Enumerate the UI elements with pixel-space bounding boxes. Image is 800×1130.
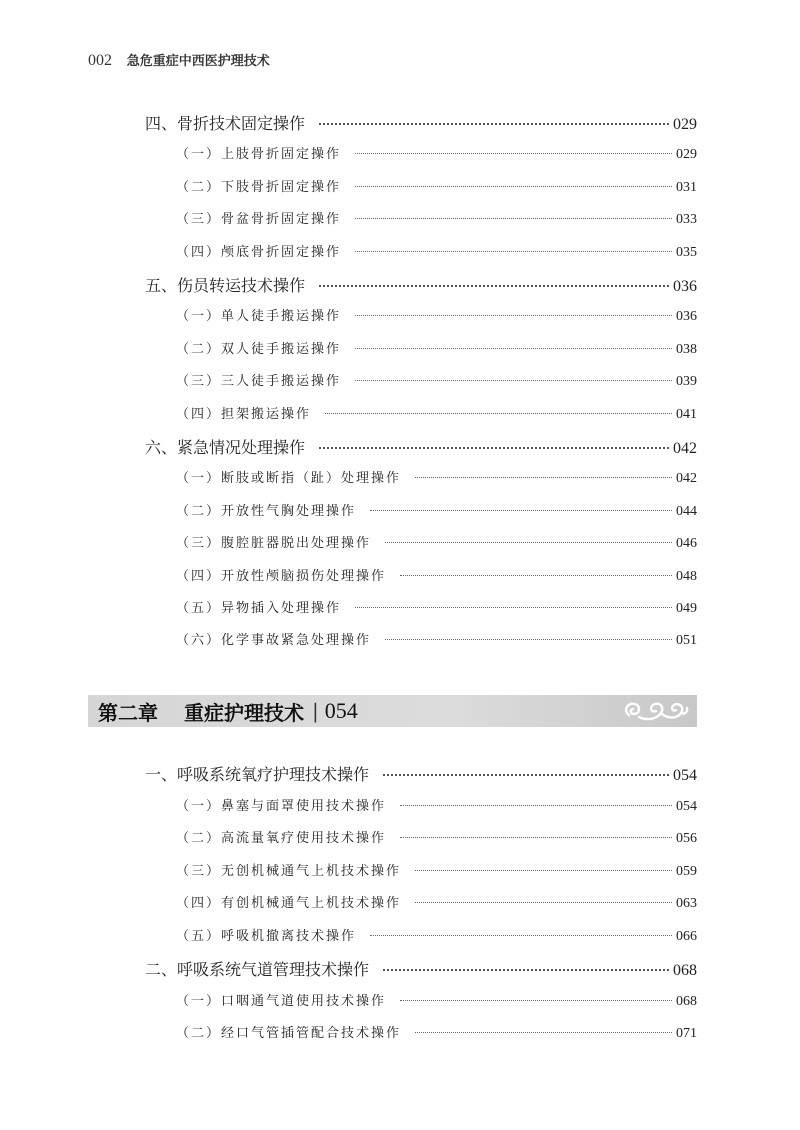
- dot-leader: [400, 1000, 672, 1001]
- toc-subsection[interactable]: [176, 208, 697, 230]
- dot-leader: [319, 285, 669, 287]
- toc-entry-page: 048: [676, 568, 697, 584]
- dot-leader: [355, 607, 672, 608]
- toc-subsection[interactable]: [176, 403, 697, 425]
- toc-entry-page: 051: [676, 633, 697, 649]
- toc-entry-page: 056: [676, 831, 697, 846]
- toc-entry-label: （一）断肢或断指（趾）处理操作: [176, 471, 402, 487]
- dot-leader: [319, 447, 669, 449]
- toc-entry-label: 六、紧急情况处理操作: [145, 438, 306, 457]
- toc-entry-page: 046: [676, 536, 697, 552]
- toc-entry-label: （二）高流量氧疗使用技术操作: [176, 831, 387, 846]
- chapter-heading-bar[interactable]: [88, 695, 697, 727]
- cloud-swirl-ornament-icon: [621, 697, 691, 725]
- toc-entry-label: （三）骨盆骨折固定操作: [176, 212, 342, 228]
- toc-subsection[interactable]: [176, 1022, 697, 1044]
- toc-entry-label: 一、呼吸系统氧疗护理技术操作: [145, 765, 370, 784]
- toc-entry-page: 068: [676, 993, 697, 1009]
- toc-entry-page: 029: [673, 116, 697, 133]
- toc-entry-label: （五）呼吸机撤离技术操作: [176, 928, 357, 944]
- toc-subsection[interactable]: [176, 370, 697, 392]
- toc-entry-label: （一）口咽通气道使用技术操作: [176, 993, 387, 1009]
- toc-entry-label: （三）腹腔脏器脱出处理操作: [176, 536, 372, 552]
- running-header: [88, 50, 270, 70]
- dot-leader: [370, 935, 672, 936]
- toc-entry-page: 054: [673, 767, 697, 784]
- chapter-page: 054: [324, 698, 358, 723]
- toc-subsection[interactable]: [176, 860, 697, 882]
- toc-entry-page: 038: [676, 341, 697, 357]
- toc-entry-label: （三）三人徒手搬运操作: [176, 374, 342, 390]
- header-book-title: 急危重症中西医护理技术: [126, 54, 270, 69]
- dot-leader: [415, 1032, 672, 1033]
- toc-entry-page: 036: [673, 278, 697, 295]
- toc-section[interactable]: [145, 111, 697, 135]
- toc-entry-page: 071: [676, 1026, 697, 1041]
- toc-entry-label: （一）鼻塞与面罩使用技术操作: [176, 798, 387, 814]
- toc-entry-page: 035: [676, 244, 697, 260]
- toc-subsection[interactable]: [176, 532, 697, 554]
- toc-section[interactable]: [145, 762, 697, 786]
- toc-entry-page: 031: [676, 179, 697, 195]
- toc-entry-label: （二）双人徒手搬运操作: [176, 341, 342, 357]
- toc-entry-label: （五）异物插入处理操作: [176, 601, 342, 616]
- toc-entry-page: 059: [676, 863, 697, 879]
- toc-entry-label: （四）有创机械通气上机技术操作: [176, 896, 402, 911]
- toc-subsection[interactable]: [176, 892, 697, 914]
- dot-leader: [370, 510, 672, 511]
- toc-entry-label: （四）开放性颅脑损伤处理操作: [176, 568, 387, 584]
- header-page-number: 002: [88, 52, 112, 69]
- toc-entry-page: 068: [673, 962, 697, 979]
- toc-subsection[interactable]: [176, 990, 697, 1012]
- toc-entry-label: （六）化学事故紧急处理操作: [176, 633, 372, 649]
- toc-subsection[interactable]: [176, 338, 697, 360]
- toc-entry-page: 041: [676, 406, 697, 422]
- dot-leader: [400, 575, 672, 576]
- dot-leader: [415, 870, 672, 871]
- toc-entry-page: 039: [676, 374, 697, 390]
- toc-subsection[interactable]: [176, 795, 697, 817]
- dot-leader: [415, 477, 672, 478]
- dot-leader: [383, 969, 669, 971]
- toc-entry-label: （二）下肢骨折固定操作: [176, 179, 342, 195]
- toc-entry-label: （一）上肢骨折固定操作: [176, 147, 342, 163]
- toc-entry-label: （二）开放性气胸处理操作: [176, 503, 357, 519]
- toc-subsection[interactable]: [176, 176, 697, 198]
- dot-leader: [385, 639, 672, 640]
- toc-entry-label: （四）担架搬运操作: [176, 406, 312, 422]
- chapter-title: 重症护理技术: [184, 700, 304, 725]
- dot-leader: [400, 837, 672, 838]
- toc-subsection[interactable]: [176, 925, 697, 947]
- toc-subsection[interactable]: [176, 597, 697, 619]
- toc-entry-page: 063: [676, 896, 697, 911]
- toc-subsection[interactable]: [176, 241, 697, 263]
- toc-subsection[interactable]: [176, 827, 697, 849]
- toc-section[interactable]: [145, 273, 697, 297]
- dot-leader: [355, 153, 672, 154]
- toc-entry-page: 033: [676, 212, 697, 228]
- toc-entry-page: 049: [676, 601, 697, 616]
- toc-subsection[interactable]: [176, 500, 697, 522]
- dot-leader: [355, 218, 672, 219]
- toc-entry-page: 029: [676, 147, 697, 163]
- dot-leader: [355, 348, 672, 349]
- dot-leader: [319, 123, 669, 125]
- dot-leader: [355, 315, 672, 316]
- dot-leader: [400, 805, 672, 806]
- toc-entry-page: 042: [676, 471, 697, 487]
- dot-leader: [355, 251, 672, 252]
- chapter-separator: |: [312, 699, 319, 723]
- toc-entry-label: 五、伤员转运技术操作: [145, 276, 306, 295]
- toc-entry-page: 036: [676, 309, 697, 325]
- dot-leader: [415, 902, 672, 903]
- toc-subsection[interactable]: [176, 629, 697, 651]
- toc-entry-label: 二、呼吸系统气道管理技术操作: [145, 960, 370, 979]
- toc-entry-label: （一）单人徒手搬运操作: [176, 309, 342, 325]
- toc-entry-label: （二）经口气管插管配合技术操作: [176, 1026, 402, 1041]
- dot-leader: [355, 380, 672, 381]
- toc-subsection[interactable]: [176, 467, 697, 489]
- dot-leader: [325, 413, 672, 414]
- chapter-label: 第二章: [98, 700, 158, 725]
- toc-section[interactable]: [145, 957, 697, 981]
- dot-leader: [383, 774, 669, 776]
- toc-section[interactable]: [145, 435, 697, 459]
- toc-entry-page: 066: [676, 928, 697, 944]
- dot-leader: [355, 186, 672, 187]
- toc-subsection[interactable]: [176, 143, 697, 165]
- toc-entry-label: 四、骨折技术固定操作: [145, 114, 306, 133]
- toc-subsection[interactable]: [176, 305, 697, 327]
- toc-entry-page: 054: [676, 798, 697, 814]
- toc-entry-label: （三）无创机械通气上机技术操作: [176, 863, 402, 879]
- toc-entry-page: 042: [673, 440, 697, 457]
- toc-entry-page: 044: [676, 503, 697, 519]
- toc-entry-label: （四）颅底骨折固定操作: [176, 244, 342, 260]
- dot-leader: [385, 542, 672, 543]
- toc-subsection[interactable]: [176, 565, 697, 587]
